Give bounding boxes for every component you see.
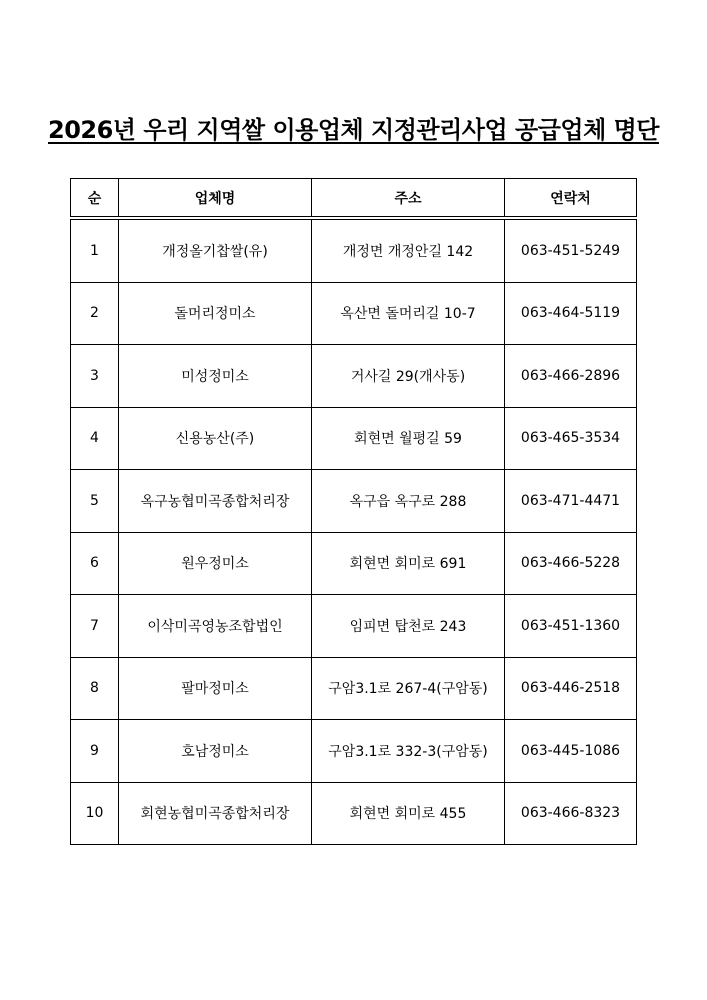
header-name: 업체명 xyxy=(119,179,312,219)
cell-no: 6 xyxy=(71,532,119,595)
cell-address: 구암3.1로 332-3(구암동) xyxy=(312,720,505,783)
cell-contact: 063-446-2518 xyxy=(505,657,637,720)
table-row xyxy=(71,657,637,720)
cell-no: 1 xyxy=(71,218,119,282)
cell-contact: 063-471-4471 xyxy=(505,470,637,533)
cell-no: 3 xyxy=(71,345,119,408)
document-title-text: 2026년 우리 지역쌀 이용업체 지정관리사업 공급업체 명단 xyxy=(48,116,659,144)
cell-contact: 063-465-3534 xyxy=(505,407,637,470)
table-row xyxy=(71,282,637,345)
supplier-table xyxy=(70,178,637,845)
cell-address: 임피면 탑천로 243 xyxy=(312,595,505,658)
cell-address: 옥구읍 옥구로 288 xyxy=(312,470,505,533)
cell-contact: 063-445-1086 xyxy=(505,720,637,783)
cell-address: 구암3.1로 267-4(구암동) xyxy=(312,657,505,720)
cell-no: 2 xyxy=(71,282,119,345)
cell-address: 회현면 월평길 59 xyxy=(312,407,505,470)
table-row xyxy=(71,720,637,783)
cell-address: 회현면 회미로 455 xyxy=(312,782,505,845)
header-contact: 연락처 xyxy=(505,179,637,219)
cell-no: 8 xyxy=(71,657,119,720)
cell-name: 옥구농협미곡종합처리장 xyxy=(119,470,312,533)
cell-name: 미성정미소 xyxy=(119,345,312,408)
cell-no: 7 xyxy=(71,595,119,658)
cell-name: 신용농산(주) xyxy=(119,407,312,470)
cell-name: 호남정미소 xyxy=(119,720,312,783)
cell-contact: 063-451-1360 xyxy=(505,595,637,658)
table-row xyxy=(71,345,637,408)
cell-contact: 063-464-5119 xyxy=(505,282,637,345)
cell-no: 4 xyxy=(71,407,119,470)
cell-address: 개정면 개정안길 142 xyxy=(312,218,505,282)
cell-name: 원우정미소 xyxy=(119,532,312,595)
table-row xyxy=(71,470,637,533)
table-row xyxy=(71,532,637,595)
header-address: 주소 xyxy=(312,179,505,219)
cell-contact: 063-466-2896 xyxy=(505,345,637,408)
cell-name: 개정올기찹쌀(유) xyxy=(119,218,312,282)
table-row xyxy=(71,218,637,282)
cell-name: 회현농협미곡종합처리장 xyxy=(119,782,312,845)
cell-no: 9 xyxy=(71,720,119,783)
cell-contact: 063-466-5228 xyxy=(505,532,637,595)
cell-contact: 063-466-8323 xyxy=(505,782,637,845)
cell-address: 옥산면 돌머리길 10-7 xyxy=(312,282,505,345)
cell-name: 돌머리정미소 xyxy=(119,282,312,345)
cell-name: 팔마정미소 xyxy=(119,657,312,720)
table-row xyxy=(71,595,637,658)
table-row xyxy=(71,407,637,470)
table-row xyxy=(71,782,637,845)
table-header-row xyxy=(71,179,637,219)
cell-address: 회현면 회미로 691 xyxy=(312,532,505,595)
cell-contact: 063-451-5249 xyxy=(505,218,637,282)
document-title xyxy=(0,114,707,146)
cell-no: 10 xyxy=(71,782,119,845)
cell-address: 거사길 29(개사동) xyxy=(312,345,505,408)
cell-no: 5 xyxy=(71,470,119,533)
cell-name: 이삭미곡영농조합법인 xyxy=(119,595,312,658)
header-no: 순 xyxy=(71,179,119,219)
